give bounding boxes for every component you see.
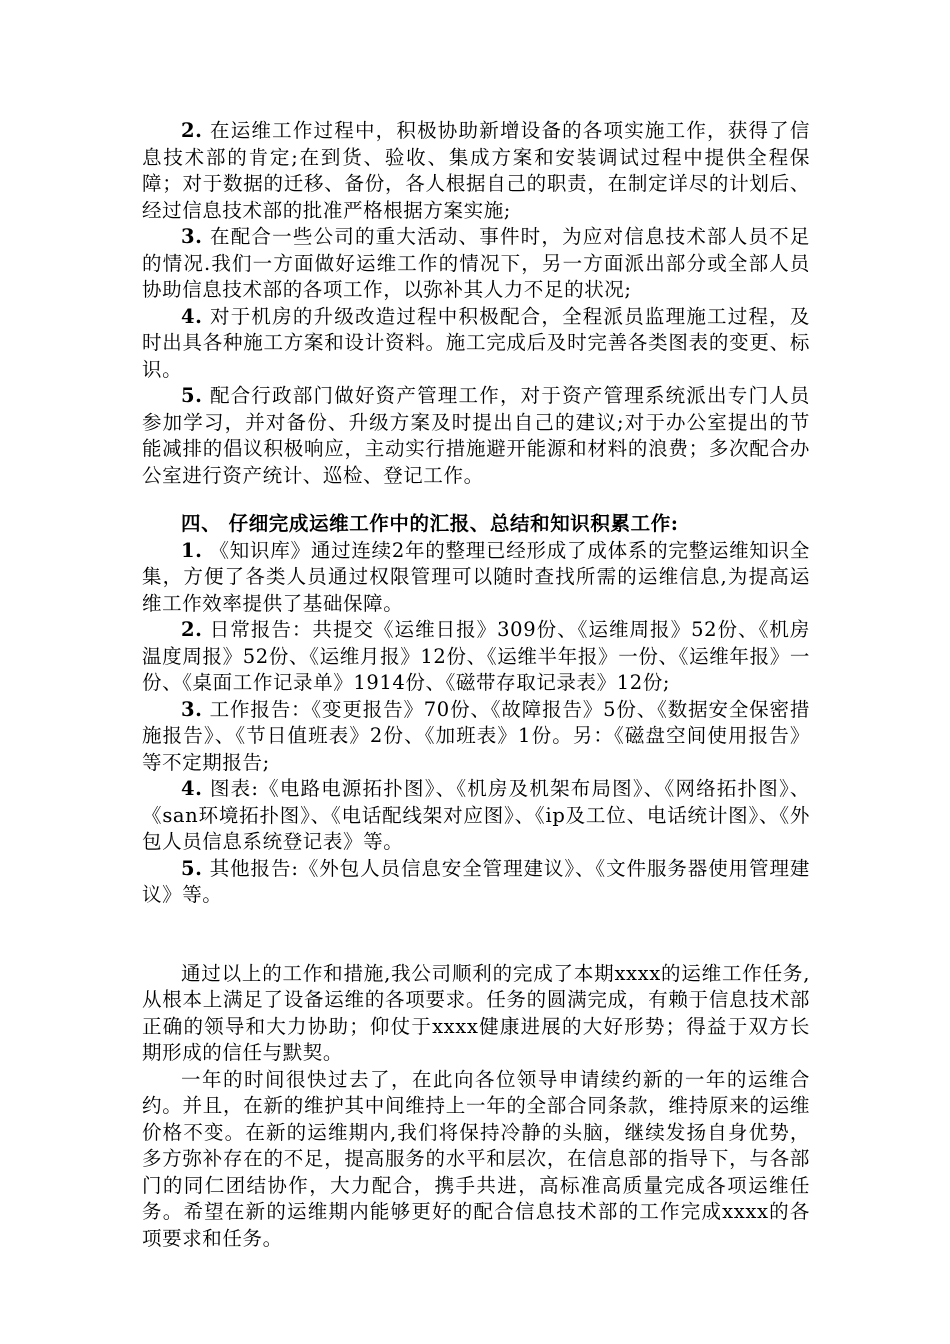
section3-item-2 [142, 118, 810, 224]
section4-heading: 四、 仔细完成运维工作中的汇报、总结和知识积累工作: [181, 512, 679, 535]
section4-item-1 [142, 538, 810, 618]
item-number: 2. [181, 618, 203, 641]
section3-item-4 [142, 304, 810, 384]
item-text: 配合行政部门做好资产管理工作，对于资产管理系统派出专门人员参加学习，并对备份、升级方案及时提出自己的建议;对于办公室提出的节能减排的倡议积极响应，主动实行措施避开能源和材料的浪费；多次配合办公室进行资产统计、巡检、登记工作。 [142, 384, 810, 487]
item-text: 其他报告:《外包人员信息安全管理建议》、《文件服务器使用管理建议》等。 [142, 856, 810, 906]
item-number: 4. [181, 304, 203, 328]
item-text: 在配合一些公司的重大活动、事件时，为应对信息技术部人员不足的情况.我们一方面做好运维工作的情况下，另一方面派出部分或全部人员协助信息技术部的各项工作，以弥补其人力不足的状况; [142, 225, 810, 301]
closing-paragraph-2: 一年的时间很快过去了，在此向各位领导申请续约新的一年的运维合约。并且，在新的维护其中间维持上一年的全部合同条款，维持原来的运维价格不变。在新的运维期内,我们将保持冷静的头脑，继续发扬自身优势，多方弥补存在的不足，提高服务的水平和层次，在信息部的指导下，与各部门的同仁团结协作，大力配合，携手共进，高标准高质量完成各项运维任务。希望在新的运维期内能够更好的配合信息技术部的工作完成xxxx的各项要求和任务。 [142, 1067, 810, 1250]
item-text: 对于机房的升级改造过程中积极配合，全程派员监理施工过程，及时出具各种施工方案和设计资料。施工完成后及时完善各类图表的变更、标识。 [142, 304, 810, 381]
section3-item-3 [142, 224, 810, 304]
section4-item-3 [142, 697, 810, 777]
closing-paragraph-1: 通过以上的工作和措施,我公司顺利的完成了本期xxxx的运维工作任务,从根本上满足了设备运维的各项要求。任务的圆满完成，有赖于信息技术部正确的领导和大力协助；仰仗于xxxx健康进展的大好形势；得益于双方长期形成的信任与默契。 [142, 961, 810, 1064]
section4-item-2 [142, 617, 810, 697]
document-body [142, 118, 810, 1252]
item-number: 2. [181, 119, 203, 142]
item-text: 工作报告：《变更报告》70份、《故障报告》5份、《数据安全保密措施报告》、《节日值班表》2份、《加班表》1份。另：《磁盘空间使用报告》等不定期报告; [142, 697, 810, 774]
item-text: 在运维工作过程中，积极协助新增设备的各项实施工作，获得了信息技术部的肯定;在到货、验收、集成方案和安装调试过程中提供全程保障；对于数据的迁移、备份，各人根据自己的职责，在制定详尽的计划后、经过信息技术部的批准严格根据方案实施; [142, 119, 810, 222]
paragraph-spacer [142, 935, 810, 961]
item-text: 日常报告：共提交《运维日报》309份、《运维周报》52份、《机房温度周报》52份、《运维月报》12份、《运维半年报》一份、《运维年报》一份、《桌面工作记录单》1914份、《磁带存取记录表》12份; [142, 618, 810, 694]
section4-item-4 [142, 776, 810, 856]
section4-item-5 [142, 856, 810, 909]
item-number: 1. [181, 538, 203, 562]
item-number: 5. [181, 384, 203, 407]
item-text: 《知识库》通过连续2年的整理已经形成了成体系的完整运维知识全集，方便了各类人员通过权限管理可以随时查找所需的运维信息,为提高运维工作效率提供了基础保障。 [142, 538, 810, 615]
paragraph-spacer [142, 909, 810, 935]
item-number: 4. [181, 777, 203, 800]
item-number: 3. [181, 225, 203, 248]
item-number: 3. [181, 697, 203, 721]
section3-item-5 [142, 383, 810, 489]
item-number: 5. [181, 856, 203, 880]
item-text: 图表:《电路电源拓扑图》、《机房及机架布局图》、《网络拓扑图》、《san环境拓扑图》、《电话配线架对应图》、《ip及工位、电话统计图》、《外包人员信息系统登记表》等。 [142, 777, 810, 853]
